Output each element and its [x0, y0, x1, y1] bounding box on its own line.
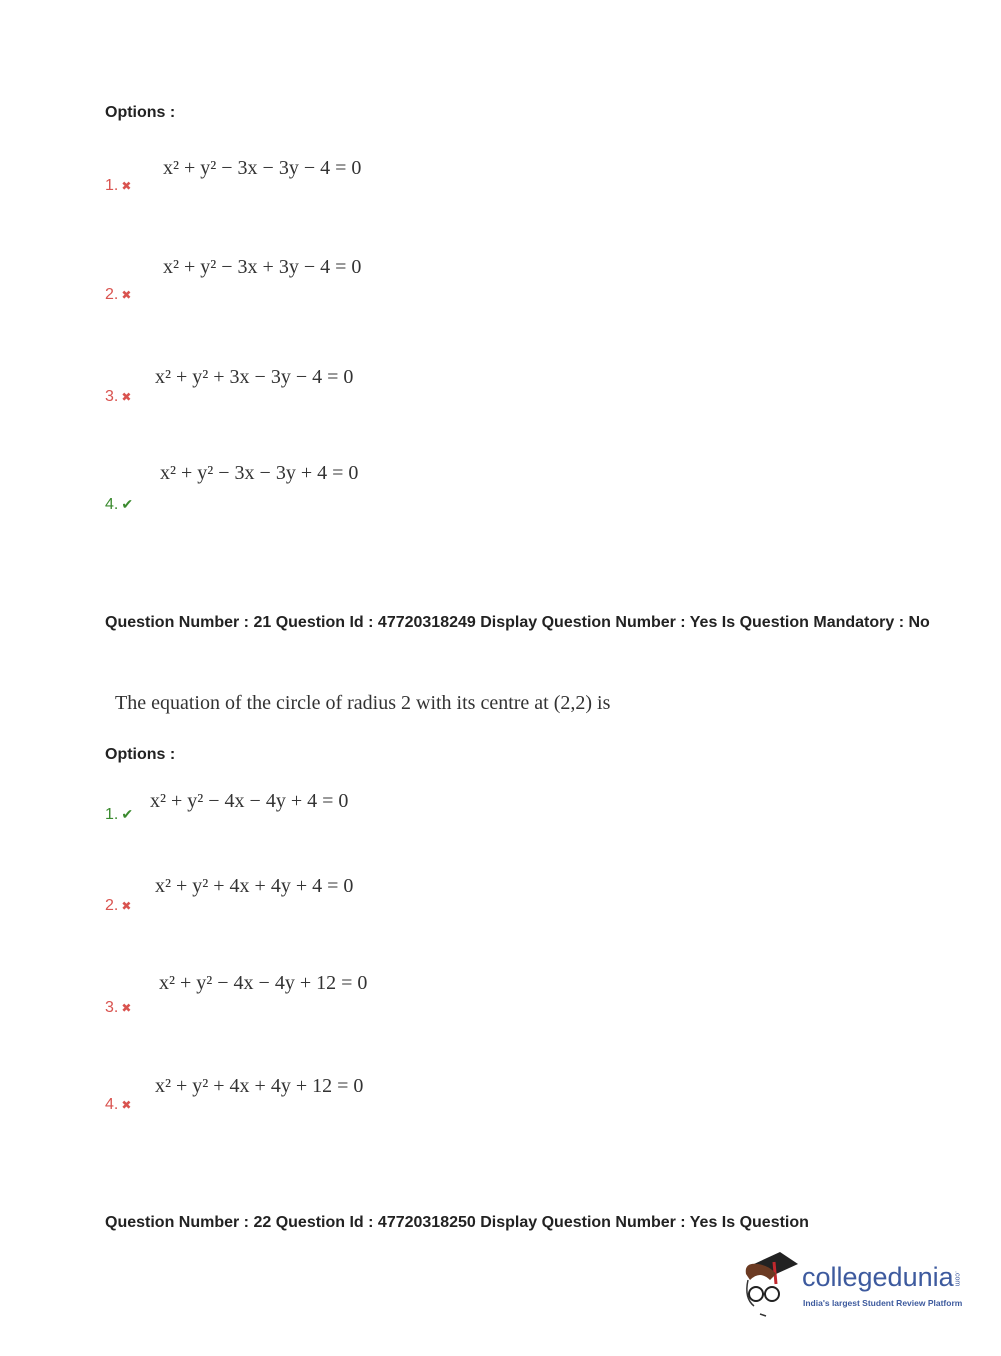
option-number: 2. ✖	[105, 897, 132, 914]
option-number: 3. ✖	[105, 388, 132, 405]
options-label: Options :	[105, 746, 176, 763]
option-number: 4. ✖	[105, 1096, 132, 1113]
logo-suffix: .com	[953, 1270, 961, 1286]
option-equation: x² + y² + 3x − 3y − 4 = 0	[155, 366, 354, 388]
wrong-icon: ✖	[121, 179, 132, 193]
option-equation: x² + y² + 4x + 4y + 4 = 0	[155, 875, 354, 897]
option-equation: x² + y² − 3x − 3y + 4 = 0	[160, 462, 359, 484]
logo-tagline: India's largest Student Review Platform	[803, 1298, 963, 1308]
option-number: 4. ✔	[105, 496, 134, 513]
question-header: Question Number : 21 Question Id : 47720318249 Display Question Number : Yes Is Question Mandatory : No	[105, 614, 930, 631]
option-equation: x² + y² − 4x − 4y + 12 = 0	[159, 972, 368, 994]
wrong-icon: ✖	[121, 288, 132, 302]
option-number: 3. ✖	[105, 999, 132, 1016]
check-icon: ✔	[121, 496, 134, 512]
option-equation: x² + y² + 4x + 4y + 12 = 0	[155, 1075, 364, 1097]
option-equation: x² + y² − 4x − 4y + 4 = 0	[150, 790, 349, 812]
option-number: 1. ✖	[105, 177, 132, 194]
option-number: 2. ✖	[105, 286, 132, 303]
wrong-icon: ✖	[121, 390, 132, 404]
wrong-icon: ✖	[121, 1001, 132, 1015]
check-icon: ✔	[121, 806, 134, 822]
collegedunia-logo	[740, 1250, 980, 1325]
wrong-icon: ✖	[121, 899, 132, 913]
option-equation: x² + y² − 3x − 3y − 4 = 0	[163, 157, 362, 179]
question-text: The equation of the circle of radius 2 with its centre at (2,2) is	[115, 692, 611, 714]
option-number: 1. ✔	[105, 806, 134, 823]
options-label: Options :	[105, 104, 176, 121]
wrong-icon: ✖	[121, 1098, 132, 1112]
question-header: Question Number : 22 Question Id : 47720318250 Display Question Number : Yes Is Question	[105, 1214, 809, 1231]
option-equation: x² + y² − 3x + 3y − 4 = 0	[163, 256, 362, 278]
logo-name: collegedunia	[802, 1262, 954, 1292]
mascot-icon	[740, 1250, 800, 1320]
